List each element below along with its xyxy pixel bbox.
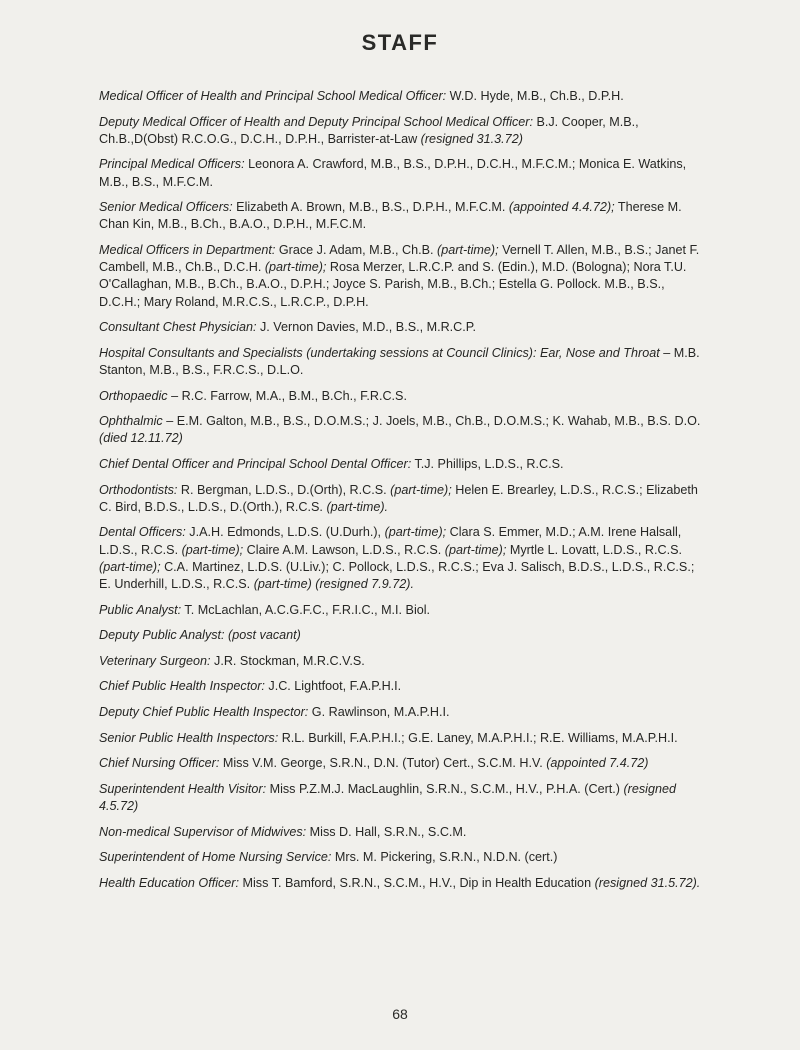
staff-names: Therese M. Chan Kin, M.B., B.Ch., B.A.O., D.P.H., M.F.C.M. (99, 200, 682, 232)
staff-names: R. Bergman, L.D.S., D.(Orth), R.C.S. (177, 482, 391, 497)
staff-names: Miss P.Z.M.J. MacLaughlin, S.R.N., S.C.M., H.V., P.H.A. (Cert.) (266, 781, 624, 796)
page-title: STAFF (361, 30, 439, 55)
status-note: (resigned 31.3.72) (420, 131, 523, 146)
page-number: 68 (392, 1006, 408, 1022)
staff-entry (99, 319, 705, 336)
role-label: Chief Public Health Inspector: (99, 679, 265, 694)
staff-names: Myrtle L. Lovatt, L.D.S., R.C.S. (506, 542, 682, 557)
staff-names: Claire A.M. Lawson, L.D.S., R.C.S. (243, 542, 445, 557)
role-label: Senior Medical Officers: (99, 200, 233, 215)
staff-names: C.A. Martinez, L.D.S. (U.Liv.); C. Pollock, L.D.S., R.C.S.; Eva J. Salisch, B.D.S., L.D.S., R.C.S.; E. Underhill, L.D.S., R.C.S. (99, 559, 695, 591)
status-note: (part-time); (264, 260, 327, 275)
staff-names: E.M. Galton, M.B., B.S., D.O.M.S.; J. Joels, M.B., Ch.B., D.O.M.S.; K. Wahab, M.B., B.S. D.O. (173, 414, 701, 429)
status-note: (part-time); (99, 559, 161, 574)
staff-entry (99, 824, 705, 841)
staff-names: Leonora A. Crawford, M.B., B.S., D.P.H., D.C.H., M.F.C.M.; Monica E. Watkins, M.B., B.S., M.F.C.M. (99, 157, 687, 189)
status-note: (died 12.11.72) (99, 431, 183, 446)
staff-list (99, 88, 705, 900)
status-note: (part-time). (326, 499, 389, 514)
staff-entry (99, 413, 705, 447)
staff-names: Helen E. Brearley, L.D.S., R.C.S.; Elizabeth C. Bird, B.D.S., L.D.S., D.(Orth.), R.C.S. (99, 482, 698, 514)
status-note: (part-time); (444, 542, 507, 557)
staff-entry (99, 199, 705, 233)
staff-names: Elizabeth A. Brown, M.B., B.S., D.P.H., M.F.C.M. (232, 200, 509, 215)
staff-names: J.R. Stockman, M.R.C.V.S. (210, 653, 365, 668)
staff-entry (99, 602, 705, 619)
staff-names: Grace J. Adam, M.B., Ch.B. (275, 242, 438, 257)
role-label: Public Analyst: (99, 602, 182, 617)
status-note: (part-time); (181, 542, 244, 557)
staff-entry (99, 345, 705, 379)
status-note: (resigned 4.5.72) (99, 781, 676, 813)
role-label: Consultant Chest Physician: (99, 320, 257, 335)
staff-names: Vernell T. Allen, M.B., B.S.; Janet F. Cambell, M.B., Ch.B., D.C.H. (99, 242, 700, 275)
staff-names: R.L. Burkill, F.A.P.H.I.; G.E. Laney, M.A.P.H.I.; R.E. Williams, M.A.P.H.I. (278, 730, 678, 745)
staff-names: Miss D. Hall, S.R.N., S.C.M. (306, 824, 467, 839)
staff-entry (99, 156, 705, 190)
staff-entry (99, 781, 705, 815)
staff-entry (99, 755, 705, 772)
staff-entry (99, 730, 705, 747)
status-note: (part-time) (resigned 7.9.72). (253, 576, 414, 591)
staff-entry (99, 653, 705, 670)
staff-names: R.C. Farrow, M.A., B.M., B.Ch., F.R.C.S. (178, 388, 407, 403)
role-label: Chief Dental Officer and Principal School Dental Officer: (99, 456, 412, 471)
status-note: (part-time); (384, 525, 447, 540)
status-note: (appointed 7.4.72) (546, 756, 649, 771)
staff-entry (99, 482, 705, 516)
staff-names: Miss V.M. George, S.R.N., D.N. (Tutor) Cert., S.C.M. H.V. (219, 756, 547, 771)
staff-entry (99, 242, 705, 311)
staff-entry (99, 456, 705, 473)
staff-names: J.A.H. Edmonds, L.D.S. (U.Durh.), (185, 525, 385, 540)
role-label: Superintendent of Home Nursing Service: (99, 850, 332, 865)
status-note: (resigned 31.5.72). (594, 875, 701, 890)
staff-names: B.J. Cooper, M.B., Ch.B.,D(Obst) R.C.O.G., D.C.H., D.P.H., Barrister-at-Law (99, 114, 639, 146)
staff-names: Clara S. Emmer, M.D.; A.M. Irene Halsall, L.D.S., R.C.S. (99, 525, 682, 557)
role-label: Health Education Officer: (99, 875, 240, 890)
role-label: Senior Public Health Inspectors: (99, 730, 279, 745)
role-label: Non-medical Supervisor of Midwives: (99, 824, 307, 839)
role-label: Superintendent Health Visitor: (99, 781, 267, 796)
staff-names: W.D. Hyde, M.B., Ch.B., D.P.H. (446, 89, 624, 103)
staff-entry (99, 875, 705, 892)
staff-names: J. Vernon Davies, M.D., B.S., M.R.C.P. (256, 320, 477, 335)
staff-names: J.C. Lightfoot, F.A.P.H.I. (264, 679, 402, 694)
staff-names: Mrs. M. Pickering, S.R.N., N.D.N. (cert.) (331, 850, 558, 865)
staff-names: G. Rawlinson, M.A.P.H.I. (308, 704, 450, 719)
status-note: (appointed 4.4.72); (508, 200, 615, 215)
role-label: Orthodontists: (99, 482, 178, 497)
role-label: Chief Nursing Officer: (99, 756, 220, 771)
staff-entry (99, 849, 705, 866)
staff-entry (99, 678, 705, 695)
staff-entry (99, 388, 705, 405)
status-note: (part-time); (390, 482, 452, 497)
role-label: Veterinary Surgeon: (99, 653, 211, 668)
staff-entry (99, 627, 705, 644)
staff-names: Rosa Merzer, L.R.C.P. and S. (Edin.), M.D. (Bologna); Nora T.U. O'Callaghan, M.B., B.Ch., B.A.O., D.P.H.; Joyce S. Parish, M.B., B.Ch.; Estella G. Pollock. M.B., B.S., D.C.H.; Mary Roland, M.R.C.S., L.R.C.P., D.P.H. (99, 260, 687, 309)
role-label: Hospital Consultants and Specialists (undertaking sessions at Council Clinics): Ear, Nose and Throat – (99, 345, 671, 360)
role-label: Principal Medical Officers: (99, 157, 245, 172)
staff-names: T.J. Phillips, L.D.S., R.C.S. (411, 456, 564, 471)
role-label: Deputy Public Analyst: (post vacant) (99, 628, 301, 643)
status-note: (part-time); (437, 242, 499, 257)
role-label: Deputy Chief Public Health Inspector: (99, 704, 309, 719)
staff-entry (99, 88, 705, 105)
role-label: Dental Officers: (99, 525, 186, 540)
role-label: Orthopaedic – (99, 388, 179, 403)
staff-entry (99, 704, 705, 721)
role-label: Medical Officers in Department: (99, 242, 276, 257)
staff-entry (99, 524, 705, 593)
role-label: Medical Officer of Health and Principal School Medical Officer: (99, 89, 447, 103)
role-label: Ophthalmic – (99, 414, 174, 429)
staff-names: M.B. Stanton, M.B., B.S., F.R.C.S., D.L.O. (99, 345, 700, 377)
role-label: Deputy Medical Officer of Health and Deputy Principal School Medical Officer: (99, 114, 533, 129)
staff-names: Miss T. Bamford, S.R.N., S.C.M., H.V., Dip in Health Education (239, 875, 595, 890)
staff-entry (99, 114, 705, 148)
staff-names: T. McLachlan, A.C.G.F.C., F.R.I.C., M.I. Biol. (181, 602, 431, 617)
